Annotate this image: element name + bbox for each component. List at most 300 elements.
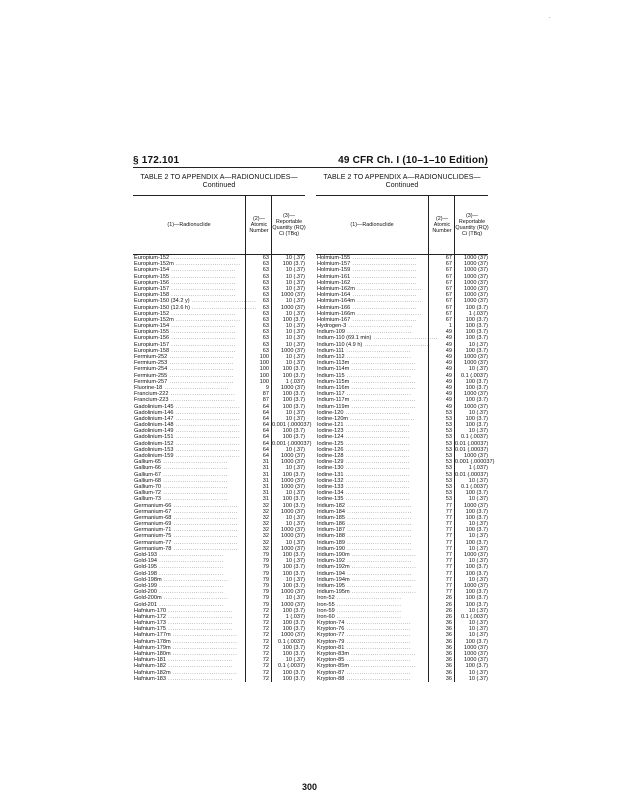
reportable-quantity-cell: 1000 (37) xyxy=(454,280,488,286)
atomic-number-cell: 72 xyxy=(245,651,271,657)
atomic-number-cell: 63 xyxy=(245,342,271,348)
atomic-number-cell: 64 xyxy=(245,404,271,410)
radionuclide-cell: Iodine-131 .............................. xyxy=(317,471,411,478)
atomic-number-cell: 49 xyxy=(428,404,454,410)
radionuclide-cell: Gallium-66 .............................. xyxy=(134,465,228,472)
radionuclide-cell: Europium-154 .............................. xyxy=(134,323,236,330)
radionuclide-cell: Iridium-195 .............................. xyxy=(317,582,412,589)
atomic-number-cell: 64 xyxy=(245,410,271,416)
radionuclide-cell: Europium-152m .............................. xyxy=(134,316,241,323)
radionuclide-cell: Gallium-68 .............................. xyxy=(134,477,228,484)
atomic-number-cell: 49 xyxy=(428,373,454,379)
radionuclide-cell: Iodine-126 .............................. xyxy=(317,446,411,453)
reportable-quantity-cell: 1000 (37) xyxy=(454,552,488,558)
atomic-number-cell: 72 xyxy=(245,614,271,620)
radionuclide-cell: Europium-152m .............................. xyxy=(134,261,241,268)
atomic-number-cell: 36 xyxy=(428,620,454,626)
reportable-quantity-cell: 100 (3.7) xyxy=(454,348,488,354)
radionuclide-cell: Iodine-130 .............................. xyxy=(317,465,411,472)
atomic-number-cell: 26 xyxy=(428,602,454,608)
atomic-number-cell: 72 xyxy=(245,620,271,626)
radionuclide-cell: Holmium-164m .............................. xyxy=(317,298,422,305)
atomic-number-cell: 77 xyxy=(428,564,454,570)
radionuclide-cell: Indium-119m .............................. xyxy=(317,403,417,410)
radionuclide-cell: Francium-223 .............................. xyxy=(134,397,236,404)
atomic-number-cell: 77 xyxy=(428,552,454,558)
reportable-quantity-cell: 10 (.37) xyxy=(271,267,305,273)
atomic-number-cell: 31 xyxy=(245,472,271,478)
radionuclide-cell: Gold-198m .............................. xyxy=(134,576,229,583)
radionuclide-cell: Indium-117 .............................. xyxy=(317,391,412,398)
radionuclide-cell: Gadolinium-152 .............................. xyxy=(134,440,241,447)
reportable-quantity-cell: 100 (3.7) xyxy=(454,509,488,515)
reportable-quantity-cell: 10 (.37) xyxy=(271,490,305,496)
atomic-number-cell: 49 xyxy=(428,342,454,348)
radionuclide-cell: Fermium-254 .............................. xyxy=(134,366,235,373)
reportable-quantity-cell: 1000 (37) xyxy=(454,267,488,273)
radionuclide-cell: Indium-117m .............................. xyxy=(317,397,417,404)
atomic-number-cell: 36 xyxy=(428,639,454,645)
atomic-number-cell: 53 xyxy=(428,416,454,422)
corner-mark: . xyxy=(549,14,551,20)
reportable-quantity-cell: 1000 (37) xyxy=(454,391,488,397)
radionuclide-cell: Hafnium-182m .............................. xyxy=(134,669,238,676)
reportable-quantity-cell: 10 (.37) xyxy=(454,478,488,484)
reportable-quantity-cell: 100 (3.7) xyxy=(454,540,488,546)
radionuclide-cell: Iodine-129 .............................. xyxy=(317,459,411,466)
reportable-quantity-cell: 10 (.37) xyxy=(454,496,488,502)
reportable-quantity-cell: 10 (.37) xyxy=(271,329,305,335)
reportable-quantity-cell: 1000 (37) xyxy=(454,255,488,261)
atomic-number-cell: 77 xyxy=(428,521,454,527)
reportable-quantity-cell: 10 (.37) xyxy=(271,410,305,416)
reportable-quantity-cell: 10 (.37) xyxy=(271,311,305,317)
radionuclide-cell: Germanium-66 .............................. xyxy=(134,502,239,509)
reportable-quantity-cell: 1000 (37) xyxy=(271,632,305,638)
radionuclide-cell: Iodine-123 .............................. xyxy=(317,428,411,435)
reportable-quantity-cell: 10 (.37) xyxy=(271,280,305,286)
column-header-radionuclide: (1)—Radionuclide xyxy=(350,222,394,228)
reportable-quantity-cell: 100 (3.7) xyxy=(271,496,305,502)
reportable-quantity-cell: 1000 (37) xyxy=(454,292,488,298)
radionuclide-cell: Hydrogen-3 .............................. xyxy=(317,323,414,330)
radionuclide-cell: Germanium-71 .............................. xyxy=(134,527,239,534)
reportable-quantity-cell: 100 (3.7) xyxy=(454,416,488,422)
radionuclide-cell: Europium-150 (12.6 h) .............................. xyxy=(134,304,257,311)
atomic-number-cell: 63 xyxy=(245,255,271,261)
radionuclide-cell: Gadolinium-146 .............................. xyxy=(134,409,241,416)
reportable-quantity-cell: 1000 (37) xyxy=(271,589,305,595)
atomic-number-cell: 63 xyxy=(245,298,271,304)
reportable-quantity-cell: 100 (3.7) xyxy=(454,663,488,669)
radionuclide-cell: Iridium-190m .............................. xyxy=(317,552,417,558)
radionuclide-cell: Europium-155 .............................. xyxy=(134,273,236,280)
radionuclide-cell: Europium-152 .............................. xyxy=(134,310,236,317)
radionuclide-cell: Iridium-188 .............................. xyxy=(317,533,412,540)
reportable-quantity-cell: 1000 (37) xyxy=(271,348,305,354)
reportable-quantity-cell: 1000 (37) xyxy=(271,527,305,533)
atomic-number-cell: 63 xyxy=(245,274,271,280)
atomic-number-cell: 67 xyxy=(428,261,454,267)
right-table xyxy=(316,195,495,682)
atomic-number-cell: 79 xyxy=(245,583,271,589)
radionuclide-cell: Europium-155 .............................. xyxy=(134,329,236,336)
reportable-quantity-cell: 10 (.37) xyxy=(271,255,305,261)
reportable-quantity-cell: 10 (.37) xyxy=(454,410,488,416)
radionuclide-cell: Germanium-68 .............................. xyxy=(134,514,239,521)
table-row xyxy=(316,676,488,682)
reportable-quantity-cell: 100 (3.7) xyxy=(454,527,488,533)
atomic-number-cell: 1 xyxy=(428,323,454,329)
atomic-number-cell: 79 xyxy=(245,552,271,558)
atomic-number-cell: 87 xyxy=(245,391,271,397)
reportable-quantity-cell: 10 (.37) xyxy=(271,447,305,453)
reportable-quantity-cell: 100 (3.7) xyxy=(271,391,305,397)
radionuclide-cell: Gallium-67 .............................. xyxy=(134,471,228,478)
atomic-number-cell: 53 xyxy=(428,465,454,471)
reportable-quantity-cell: 100 (3.7) xyxy=(454,589,488,595)
radionuclide-cell: Krypton-88 .............................. xyxy=(317,675,412,682)
radionuclide-cell: Hafnium-178m .............................. xyxy=(134,638,238,645)
radionuclide-cell: Francium-222 .............................. xyxy=(134,391,236,398)
atomic-number-cell: 67 xyxy=(428,280,454,286)
reportable-quantity-cell: 100 (3.7) xyxy=(454,329,488,335)
atomic-number-cell: 53 xyxy=(428,472,454,478)
radionuclide-cell: Krypton-76 .............................. xyxy=(317,626,412,633)
radionuclide-cell: Krypton-81 .............................. xyxy=(317,644,412,651)
reportable-quantity-cell: 100 (3.7) xyxy=(454,385,488,391)
reportable-quantity-cell: 100 (3.7) xyxy=(271,645,305,651)
radionuclide-cell: Fermium-252 .............................. xyxy=(134,354,235,360)
atomic-number-cell: 79 xyxy=(245,595,271,601)
reportable-quantity-cell: 1000 (37) xyxy=(454,651,488,657)
atomic-number-cell: 72 xyxy=(245,639,271,645)
reportable-quantity-cell: 1000 (37) xyxy=(271,546,305,552)
reportable-quantity-cell: 0.1 (.0037) xyxy=(454,373,488,379)
reportable-quantity-cell: 100 (3.7) xyxy=(271,261,305,267)
radionuclide-cell: Iodine-121 .............................. xyxy=(317,422,411,429)
radionuclide-cell: Indium-115 .............................. xyxy=(317,372,412,379)
atomic-number-cell: 31 xyxy=(245,496,271,502)
atomic-number-cell: 77 xyxy=(428,571,454,577)
left-table-title: TABLE 2 TO APPENDIX A—RADIONUCLIDES—Continued xyxy=(140,174,298,189)
radionuclide-cell: Iridium-189 .............................. xyxy=(317,539,412,546)
atomic-number-cell: 53 xyxy=(428,428,454,434)
reportable-quantity-cell: 100 (3.7) xyxy=(271,571,305,577)
reportable-quantity-cell: 100 (3.7) xyxy=(271,564,305,570)
radionuclide-cell: Hafnium-173 .............................. xyxy=(134,620,233,627)
reportable-quantity-cell: 10 (.37) xyxy=(271,577,305,583)
atomic-number-cell: 63 xyxy=(245,280,271,286)
reportable-quantity-cell: 0.1 (.0037) xyxy=(271,639,305,645)
reportable-quantity-cell: 100 (3.7) xyxy=(454,595,488,601)
radionuclide-cell: Hafnium-180m .............................. xyxy=(134,651,238,657)
reportable-quantity-cell: 1 (.037) xyxy=(271,614,305,620)
reportable-quantity-cell: 0.1 (.0037) xyxy=(454,484,488,490)
reportable-quantity-cell: 1000 (37) xyxy=(454,453,488,459)
reportable-quantity-cell: 10 (.37) xyxy=(454,546,488,552)
atomic-number-cell: 77 xyxy=(428,509,454,515)
reportable-quantity-cell: 100 (3.7) xyxy=(271,620,305,626)
reportable-quantity-cell: 1 (.037) xyxy=(454,465,488,471)
atomic-number-cell: 53 xyxy=(428,484,454,490)
radionuclide-cell: Indium-111 .............................. xyxy=(317,347,411,354)
radionuclide-cell: Iron-59 .............................. xyxy=(317,607,402,614)
atomic-number-cell: 79 xyxy=(245,589,271,595)
radionuclide-cell: Holmium-162m .............................. xyxy=(317,285,422,292)
reportable-quantity-cell: 0.1 (.0037) xyxy=(271,663,305,669)
reportable-quantity-cell: 100 (3.7) xyxy=(271,428,305,434)
reportable-quantity-cell: 10 (.37) xyxy=(271,540,305,546)
reportable-quantity-cell: 10 (.37) xyxy=(454,626,488,632)
atomic-number-cell: 63 xyxy=(245,348,271,354)
reportable-quantity-cell: 0.01 (.00037) xyxy=(455,471,489,478)
atomic-number-cell: 63 xyxy=(245,286,271,292)
radionuclide-cell: Iodine-134 .............................. xyxy=(317,490,411,497)
reportable-quantity-cell: 100 (3.7) xyxy=(454,335,488,341)
reportable-quantity-cell: 1 (.037) xyxy=(271,379,305,385)
reportable-quantity-cell: 0.1 (.0037) xyxy=(454,614,488,620)
atomic-number-cell: 63 xyxy=(245,261,271,267)
atomic-number-cell: 36 xyxy=(428,632,454,638)
atomic-number-cell: 67 xyxy=(428,298,454,304)
atomic-number-cell: 63 xyxy=(245,305,271,311)
reportable-quantity-cell: 10 (.37) xyxy=(271,465,305,471)
reportable-quantity-cell: 1000 (37) xyxy=(271,292,305,298)
radionuclide-cell: Gold-199 .............................. xyxy=(134,582,224,589)
reportable-quantity-cell: 1000 (37) xyxy=(454,503,488,509)
radionuclide-cell: Iridium-194 .............................. xyxy=(317,570,412,577)
atomic-number-cell: 9 xyxy=(245,385,271,391)
radionuclide-cell: Europium-152 .............................. xyxy=(134,255,236,261)
atomic-number-cell: 67 xyxy=(428,255,454,261)
atomic-number-cell: 77 xyxy=(428,589,454,595)
radionuclide-cell: Europium-150 (34.2 y) .............................. xyxy=(134,298,257,305)
reportable-quantity-cell: 1000 (37) xyxy=(271,509,305,515)
atomic-number-cell: 53 xyxy=(428,441,454,447)
reportable-quantity-cell: 100 (3.7) xyxy=(454,317,488,323)
radionuclide-cell: Gadolinium-159 .............................. xyxy=(134,453,241,459)
reportable-quantity-cell: 1000 (37) xyxy=(271,484,305,490)
atomic-number-cell: 53 xyxy=(428,434,454,440)
radionuclide-cell: Gadolinium-145 .............................. xyxy=(134,403,241,410)
reportable-quantity-cell: 100 (3.7) xyxy=(271,626,305,632)
radionuclide-cell: Europium-158 .............................. xyxy=(134,347,236,354)
radionuclide-cell: Gold-198 .............................. xyxy=(134,570,224,577)
reportable-quantity-cell: 100 (3.7) xyxy=(454,397,488,403)
section-number: § 172.101 xyxy=(133,155,180,166)
reportable-quantity-cell: 0.1 (.0037) xyxy=(454,434,488,440)
radionuclide-cell: Gold-200m .............................. xyxy=(134,595,229,602)
radionuclide-cell: Indium-112 .............................. xyxy=(317,354,412,360)
atomic-number-cell: 72 xyxy=(245,626,271,632)
radionuclide-cell: Iodine-133 .............................. xyxy=(317,483,411,490)
radionuclide-cell: Hafnium-182 .............................. xyxy=(134,663,233,670)
radionuclide-cell: Holmium-161 .............................. xyxy=(317,273,418,280)
radionuclide-cell: Germanium-75 .............................. xyxy=(134,533,239,540)
reportable-quantity-cell: 0.001 (.000037) xyxy=(272,422,312,429)
radionuclide-cell: Hafnium-172 .............................. xyxy=(134,613,233,620)
radionuclide-cell: Iodine-124 .............................. xyxy=(317,434,411,441)
atomic-number-cell: 67 xyxy=(428,292,454,298)
reportable-quantity-cell: 1 (.037) xyxy=(454,311,488,317)
radionuclide-cell: Krypton-85m .............................. xyxy=(317,663,416,670)
left-table xyxy=(133,195,312,682)
atomic-number-cell: 53 xyxy=(428,459,454,465)
radionuclide-cell: Gold-200 .............................. xyxy=(134,589,224,596)
radionuclide-cell: Holmium-164 .............................. xyxy=(317,292,418,299)
atomic-number-cell: 32 xyxy=(245,527,271,533)
atomic-number-cell: 77 xyxy=(428,540,454,546)
atomic-number-cell: 36 xyxy=(428,670,454,676)
reportable-quantity-cell: 100 (3.7) xyxy=(271,366,305,372)
reportable-quantity-cell: 10 (.37) xyxy=(454,533,488,539)
radionuclide-cell: Holmium-155 .............................. xyxy=(317,255,418,261)
atomic-number-cell: 32 xyxy=(245,521,271,527)
atomic-number-cell: 49 xyxy=(428,385,454,391)
reportable-quantity-cell: 10 (.37) xyxy=(454,577,488,583)
column-header-atomic-number: (2)— Atomic Number xyxy=(245,196,272,254)
radionuclide-cell: Iron-52 .............................. xyxy=(317,595,402,602)
atomic-number-cell: 49 xyxy=(428,366,454,372)
atomic-number-cell: 49 xyxy=(428,397,454,403)
reportable-quantity-cell: 10 (.37) xyxy=(271,416,305,422)
left-table-header xyxy=(133,196,305,255)
atomic-number-cell: 36 xyxy=(428,651,454,657)
atomic-number-cell: 79 xyxy=(245,564,271,570)
reportable-quantity-cell: 100 (3.7) xyxy=(454,639,488,645)
atomic-number-cell: 26 xyxy=(428,608,454,614)
radionuclide-cell: Hafnium-170 .............................. xyxy=(134,607,233,614)
reportable-quantity-cell: 1000 (37) xyxy=(271,305,305,311)
atomic-number-cell: 63 xyxy=(245,311,271,317)
atomic-number-cell: 31 xyxy=(245,484,271,490)
radionuclide-cell: Europium-157 .............................. xyxy=(134,341,236,348)
radionuclide-cell: Europium-154 .............................. xyxy=(134,267,236,274)
atomic-number-cell: 79 xyxy=(245,558,271,564)
atomic-number-cell: 49 xyxy=(428,354,454,360)
atomic-number-cell: 53 xyxy=(428,447,454,453)
atomic-number-cell: 49 xyxy=(428,360,454,366)
radionuclide-cell: Krypton-83m .............................. xyxy=(317,651,416,657)
radionuclide-cell: Holmium-157 .............................. xyxy=(317,261,418,268)
radionuclide-cell: Iodine-135 .............................. xyxy=(317,496,411,503)
radionuclide-cell: Gadolinium-153 .............................. xyxy=(134,446,241,453)
reportable-quantity-cell: 10 (.37) xyxy=(271,342,305,348)
radionuclide-cell: Indium-115m .............................. xyxy=(317,378,417,385)
reportable-quantity-cell: 1000 (37) xyxy=(454,404,488,410)
reportable-quantity-cell: 10 (.37) xyxy=(271,558,305,564)
radionuclide-cell: Iron-55 .............................. xyxy=(317,601,402,608)
radionuclide-cell: Iridium-195m .............................. xyxy=(317,589,417,596)
atomic-number-cell: 67 xyxy=(428,274,454,280)
atomic-number-cell: 72 xyxy=(245,676,271,682)
atomic-number-cell: 79 xyxy=(245,577,271,583)
reportable-quantity-cell: 100 (3.7) xyxy=(271,397,305,403)
radionuclide-cell: Gadolinium-149 .............................. xyxy=(134,428,241,435)
atomic-number-cell: 32 xyxy=(245,533,271,539)
radionuclide-cell: Gallium-65 .............................. xyxy=(134,459,228,466)
reportable-quantity-cell: 10 (.37) xyxy=(271,657,305,663)
radionuclide-cell: Germanium-77 .............................. xyxy=(134,539,239,546)
column-header-radionuclide: (1)—Radionuclide xyxy=(167,222,211,228)
atomic-number-cell: 77 xyxy=(428,503,454,509)
radionuclide-cell: Germanium-69 .............................. xyxy=(134,521,239,528)
atomic-number-cell: 31 xyxy=(245,490,271,496)
radionuclide-cell: Iridium-194m .............................. xyxy=(317,576,417,583)
atomic-number-cell: 53 xyxy=(428,453,454,459)
radionuclide-cell: Krypton-79 .............................. xyxy=(317,638,412,645)
radionuclide-cell: Iridium-186 .............................. xyxy=(317,521,412,528)
reportable-quantity-cell: 10 (.37) xyxy=(271,595,305,601)
reportable-quantity-cell: 1000 (37) xyxy=(271,533,305,539)
reportable-quantity-cell: 10 (.37) xyxy=(454,366,488,372)
reportable-quantity-cell: 100 (3.7) xyxy=(271,670,305,676)
radionuclide-cell: Iodine-132 .............................. xyxy=(317,477,411,484)
atomic-number-cell: 63 xyxy=(245,292,271,298)
radionuclide-cell: Gadolinium-151 .............................. xyxy=(134,434,241,441)
atomic-number-cell: 63 xyxy=(245,317,271,323)
radionuclide-cell: Hafnium-183 .............................. xyxy=(134,675,233,682)
radionuclide-cell: Indium-113m .............................. xyxy=(317,360,417,367)
right-table-body xyxy=(316,255,495,682)
column-header-reportable-quantity: (3)—Reportable Quantity (RQ) Ci (TBq) xyxy=(454,196,489,254)
reportable-quantity-cell: 10 (.37) xyxy=(271,515,305,521)
atomic-number-cell: 72 xyxy=(245,608,271,614)
radionuclide-cell: Krypton-74 .............................. xyxy=(317,620,412,627)
reportable-quantity-cell: 100 (3.7) xyxy=(271,608,305,614)
atomic-number-cell: 53 xyxy=(428,422,454,428)
atomic-number-cell: 64 xyxy=(245,428,271,434)
reportable-quantity-cell: 10 (.37) xyxy=(271,335,305,341)
radionuclide-cell: Gadolinium-147 .............................. xyxy=(134,415,241,422)
reportable-quantity-cell: 1000 (37) xyxy=(454,354,488,360)
radionuclide-cell: Germanium-78 .............................. xyxy=(134,545,239,552)
radionuclide-cell: Hafnium-179m .............................. xyxy=(134,644,238,651)
atomic-number-cell: 67 xyxy=(428,286,454,292)
radionuclide-cell: Holmium-167 .............................. xyxy=(317,316,418,323)
reportable-quantity-cell: 100 (3.7) xyxy=(271,503,305,509)
atomic-number-cell: 53 xyxy=(428,496,454,502)
atomic-number-cell: 77 xyxy=(428,558,454,564)
cfr-citation: 49 CFR Ch. I (10–1–10 Edition) xyxy=(338,155,488,166)
radionuclide-cell: Holmium-159 .............................. xyxy=(317,267,418,274)
atomic-number-cell: 72 xyxy=(245,657,271,663)
reportable-quantity-cell: 100 (3.7) xyxy=(454,571,488,577)
reportable-quantity-cell: 10 (.37) xyxy=(454,620,488,626)
radionuclide-cell: Fermium-253 .............................. xyxy=(134,360,235,367)
column-header-atomic-number: (2)— Atomic Number xyxy=(428,196,455,254)
reportable-quantity-cell: 100 (3.7) xyxy=(271,317,305,323)
atomic-number-cell: 63 xyxy=(245,323,271,329)
reportable-quantity-cell: 1000 (37) xyxy=(454,360,488,366)
reportable-quantity-cell: 100 (3.7) xyxy=(454,515,488,521)
radionuclide-cell: Holmium-166m .............................. xyxy=(317,310,422,317)
reportable-quantity-cell: 1000 (37) xyxy=(454,583,488,589)
reportable-quantity-cell: 10 (.37) xyxy=(271,298,305,304)
atomic-number-cell: 36 xyxy=(428,645,454,651)
atomic-number-cell: 49 xyxy=(428,329,454,335)
radionuclide-cell: Iridium-185 .............................. xyxy=(317,514,412,521)
atomic-number-cell: 32 xyxy=(245,546,271,552)
reportable-quantity-cell: 100 (3.7) xyxy=(271,676,305,682)
radionuclide-cell: Iodine-120 .............................. xyxy=(317,409,411,416)
radionuclide-cell: Iodine-128 .............................. xyxy=(317,453,411,459)
atomic-number-cell: 49 xyxy=(428,348,454,354)
reportable-quantity-cell: 100 (3.7) xyxy=(454,305,488,311)
atomic-number-cell: 64 xyxy=(245,441,271,447)
reportable-quantity-cell: 10 (.37) xyxy=(454,676,488,682)
